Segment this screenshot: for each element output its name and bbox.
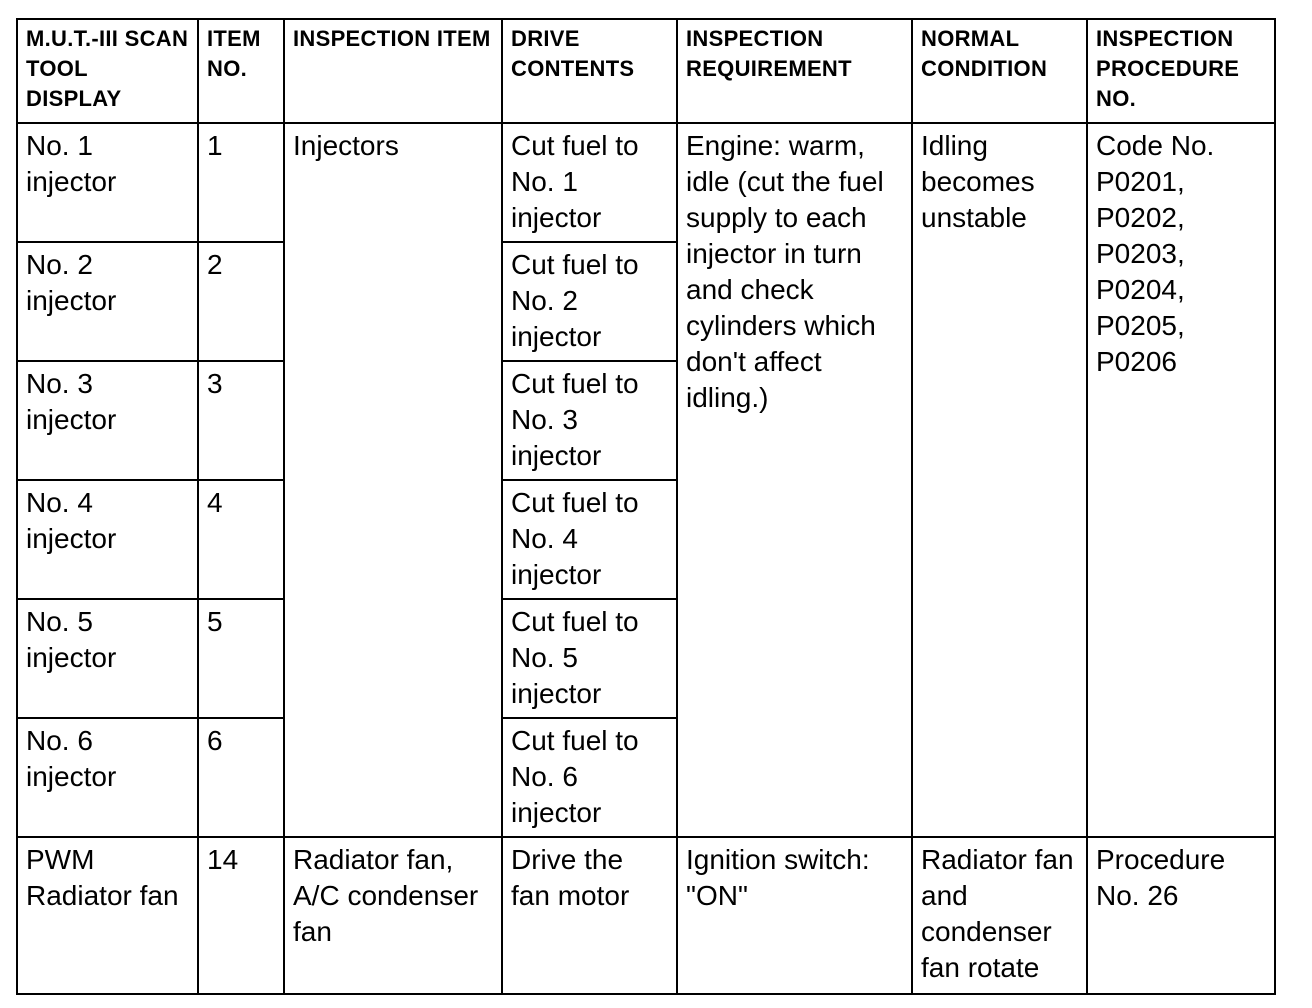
header-inspection-requirement: INSPECTION REQUIREMENT	[677, 19, 912, 123]
inspection-requirement-cell: Ignition switch: "ON"	[677, 837, 912, 994]
item-no-cell: 2	[198, 242, 284, 361]
item-no-cell: 4	[198, 480, 284, 599]
header-inspection-item: INSPECTION ITEM	[284, 19, 502, 123]
normal-condition-cell: Radiator fan and condenser fan rotate	[912, 837, 1087, 994]
item-no-cell: 5	[198, 599, 284, 718]
drive-contents-cell: Cut fuel to No. 1 injector	[502, 123, 677, 242]
header-normal-condition: NORMAL CONDITION	[912, 19, 1087, 123]
header-item-no: ITEM NO.	[198, 19, 284, 123]
inspection-item-cell: Radiator fan, A/C condenser fan	[284, 837, 502, 994]
scan-tool-display-cell: PWM Radiator fan	[17, 837, 198, 994]
scan-tool-display-cell: No. 6 injector	[17, 718, 198, 837]
header-inspection-procedure-no: INSPECTION PROCEDURE NO.	[1087, 19, 1275, 123]
item-no-cell: 14	[198, 837, 284, 994]
header-row	[17, 19, 1275, 123]
drive-contents-cell: Cut fuel to No. 3 injector	[502, 361, 677, 480]
normal-condition-cell: Idling becomes unstable	[912, 123, 1087, 837]
item-no-cell: 6	[198, 718, 284, 837]
inspection-procedure-cell: Code No. P0201, P0202, P0203, P0204, P0205, P0206	[1087, 123, 1275, 837]
item-no-cell: 1	[198, 123, 284, 242]
scan-tool-display-cell: No. 1 injector	[17, 123, 198, 242]
scan-tool-display-cell: No. 5 injector	[17, 599, 198, 718]
scan-tool-display-cell: No. 2 injector	[17, 242, 198, 361]
drive-contents-cell: Cut fuel to No. 2 injector	[502, 242, 677, 361]
table-row	[17, 837, 1275, 994]
scan-tool-display-cell: No. 4 injector	[17, 480, 198, 599]
drive-contents-cell: Drive the fan motor	[502, 837, 677, 994]
actuator-test-table	[16, 18, 1276, 995]
inspection-requirement-cell: Engine: warm, idle (cut the fuel supply to each injector in turn and check cylinders which don't affect idling.)	[677, 123, 912, 837]
inspection-item-cell: Injectors	[284, 123, 502, 837]
header-scan-tool-display: M.U.T.-III SCAN TOOL DISPLAY	[17, 19, 198, 123]
drive-contents-cell: Cut fuel to No. 5 injector	[502, 599, 677, 718]
inspection-procedure-cell: Procedure No. 26	[1087, 837, 1275, 994]
item-no-cell: 3	[198, 361, 284, 480]
drive-contents-cell: Cut fuel to No. 6 injector	[502, 718, 677, 837]
header-drive-contents: DRIVE CONTENTS	[502, 19, 677, 123]
table-row	[17, 123, 1275, 242]
drive-contents-cell: Cut fuel to No. 4 injector	[502, 480, 677, 599]
scan-tool-display-cell: No. 3 injector	[17, 361, 198, 480]
